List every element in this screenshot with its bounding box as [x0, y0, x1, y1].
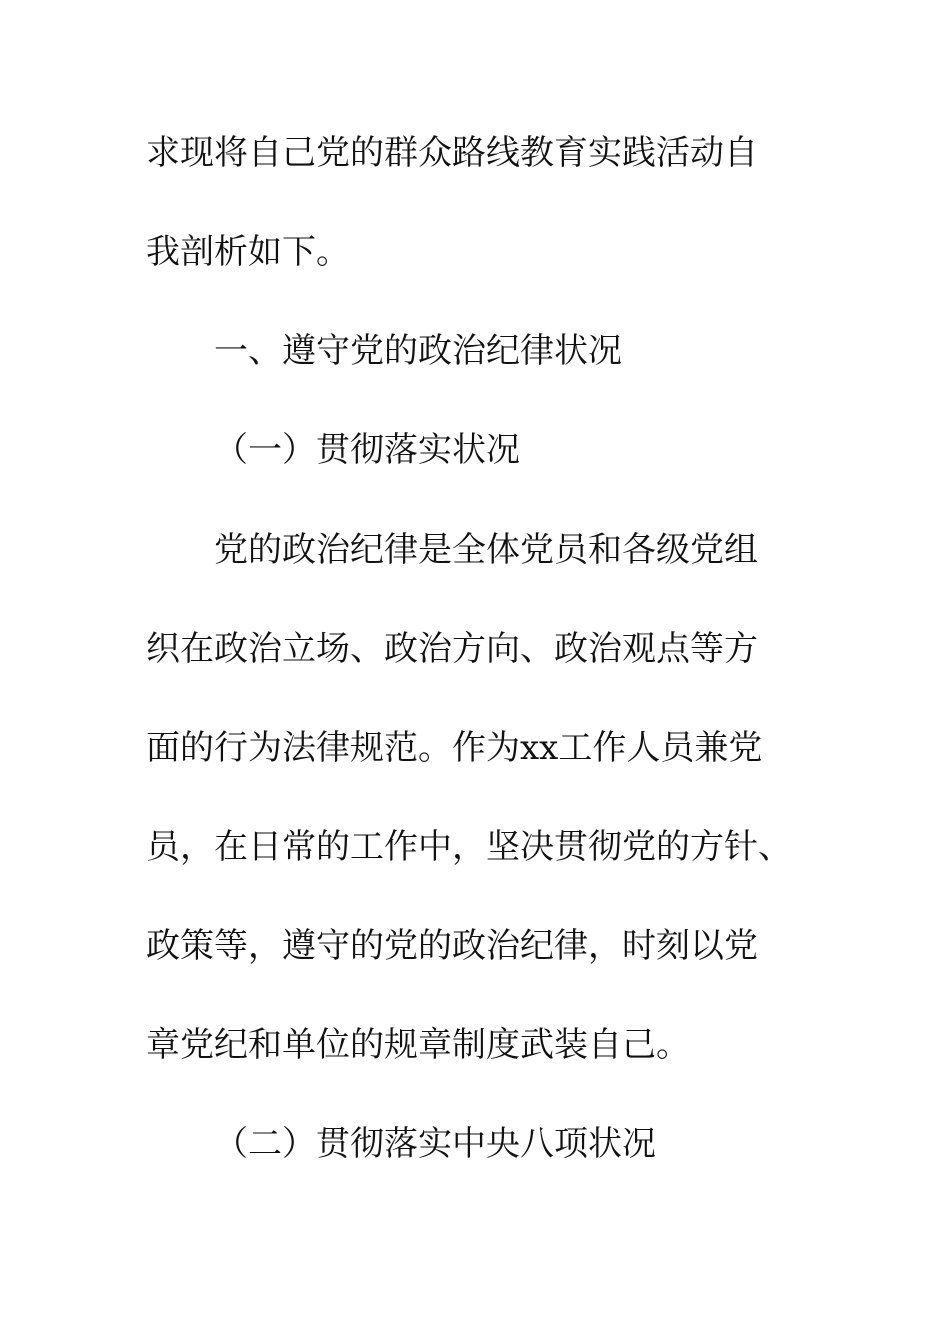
body-text-line: 织在政治立场、政治方向、政治观点等方: [146, 629, 758, 669]
body-text-line: 政策等，遵守的党的政治纪律，时刻以党: [146, 926, 758, 966]
section-heading: 一、遵守党的政治纪律状况: [214, 331, 622, 371]
paragraph-first-line: 党的政治纪律是全体党员和各级党组: [214, 530, 758, 570]
body-text-line: 面的行为法律规范。作为xx工作人员兼党: [146, 728, 763, 768]
body-text-line: 我剖析如下。: [146, 232, 350, 272]
body-text-line: 员，在日常的工作中，坚决贯彻党的方针、: [146, 827, 792, 867]
body-text-line: 求现将自己党的群众路线教育实践活动自: [146, 133, 758, 173]
subsection-heading: （二）贯彻落实中央八项状况: [214, 1124, 656, 1164]
body-text-line: 章党纪和单位的规章制度武装自己。: [146, 1025, 690, 1065]
subsection-heading: （一）贯彻落实状况: [214, 430, 520, 470]
